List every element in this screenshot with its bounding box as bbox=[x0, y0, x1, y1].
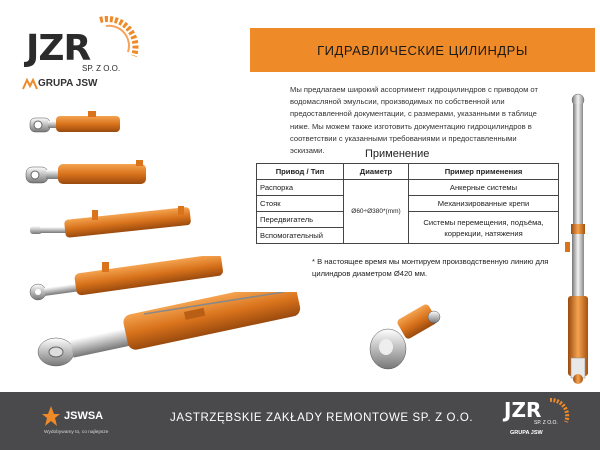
table-header-row bbox=[257, 164, 559, 180]
vertical-cylinder-image bbox=[556, 92, 596, 387]
footer-jzr-text: JZR bbox=[504, 398, 542, 422]
cylinder-head-image bbox=[366, 303, 446, 373]
footer-jzr-group: GRUPA JSW bbox=[510, 430, 543, 436]
footnote-text: * В настоящее время мы монтируем производственную линию для цилиндров диаметром Ø420 мм. bbox=[312, 257, 549, 278]
jzr-logo bbox=[20, 16, 140, 89]
header-application: Пример применения bbox=[409, 164, 559, 180]
jsw-mark-icon bbox=[22, 78, 38, 90]
page-title-text: ГИДРАВЛИЧЕСКИЕ ЦИЛИНДРЫ bbox=[317, 42, 528, 58]
application-cell: Механизированные крепи bbox=[409, 196, 559, 212]
type-cell: Вспомогательный bbox=[257, 228, 344, 244]
type-cell: Передвигатель bbox=[257, 212, 344, 228]
cylinder-image-2 bbox=[24, 158, 149, 192]
logo-sub-text: SP. Z O.O. bbox=[82, 64, 121, 73]
application-cell: Анкерные системы bbox=[409, 180, 559, 196]
cylinder-image-1 bbox=[28, 108, 123, 144]
page-title bbox=[250, 28, 595, 72]
type-cell: Стояк bbox=[257, 196, 344, 212]
spec-table bbox=[256, 163, 559, 244]
header-diameter: Диаметр bbox=[344, 164, 409, 180]
diameter-cell: Ø60÷Ø380*(mm) bbox=[344, 180, 409, 244]
footer bbox=[0, 392, 600, 450]
table-row bbox=[257, 180, 559, 196]
logo-main-text: JZR bbox=[26, 28, 91, 69]
footer-company-name: JASTRZĘBSKIE ZAKŁADY REMONTOWE SP. Z O.O. bbox=[170, 412, 474, 424]
header-type: Привод / Тип bbox=[257, 164, 344, 180]
jsw-slogan-text: Wydobywamy to, co najlepsze bbox=[44, 430, 109, 435]
jsw-logo bbox=[38, 402, 118, 442]
intro-text: Мы предлагаем широкий ассортимент гидроцилиндров с приводом от водомасляной эмульсии, производимых по собственной или предоставленной документации, с размерами, указанными в таблице ниже. Мы можем также изготовить документацию гидроцилиндров в соответствии с указанными требованиями и предоставленными эскизами. bbox=[290, 85, 538, 156]
cylinder-image-5 bbox=[34, 292, 304, 372]
logo-group-text: GRUPA JSW bbox=[38, 78, 98, 89]
footer-jzr-logo bbox=[500, 398, 580, 444]
footer-jzr-sub: SP. Z O.O. bbox=[534, 420, 558, 426]
cylinder-image-3 bbox=[28, 206, 193, 244]
section-title: Применение bbox=[365, 148, 430, 160]
type-cell: Распорка bbox=[257, 180, 344, 196]
jsw-star-icon bbox=[40, 404, 62, 428]
jsw-brand-text: JSWSA bbox=[64, 410, 104, 422]
application-cell: Системы перемещения, подъёма, коррекции, натяжения bbox=[409, 212, 559, 244]
